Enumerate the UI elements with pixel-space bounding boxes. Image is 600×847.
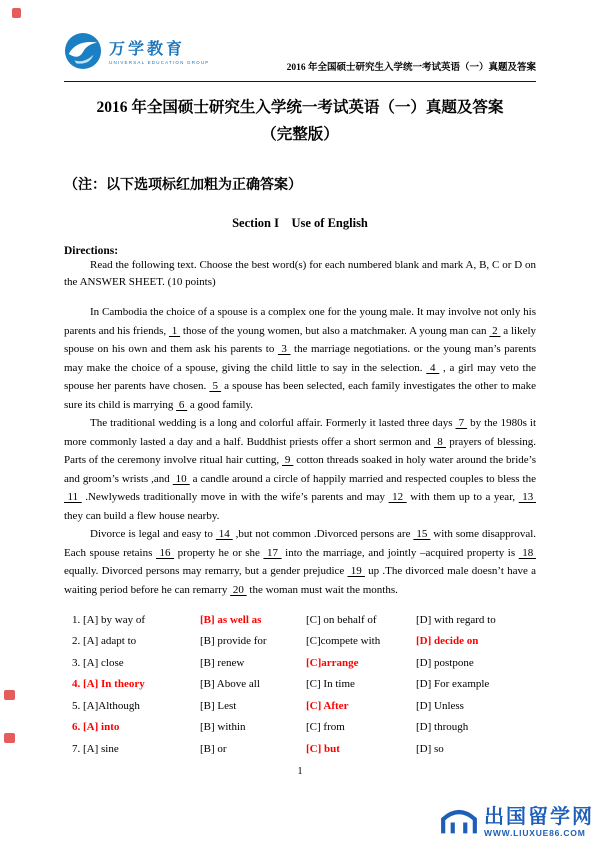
wanxue-logo-icon	[64, 32, 102, 75]
option-row-4	[72, 674, 536, 696]
option-cell: [B] Above all	[200, 678, 260, 691]
option-row-1	[72, 609, 536, 631]
passage-paragraph: Divorce is legal and easy to 14 ,but not common .Divorced persons are 15 with some disapproval. Each spouse retains 16 property he or she 17 into the marriage, and jointly –acquired property is 18 equally. Divorced persons may remarry, but a gender prejudice 19 up .The divorced male doesn’t have a waiting period before he can remarry 20 the woman must wait the months.	[64, 528, 537, 596]
page-number: 1	[297, 765, 303, 777]
option-cell: [D] Unless	[416, 699, 464, 712]
option-cell-correct-answer: [D] decide on	[416, 635, 479, 648]
wanxue-logo	[64, 32, 210, 75]
page-subtitle: （完整版）	[261, 126, 339, 143]
passage-paragraph: The traditional wedding is a long and colorful affair. Formerly it lasted three days 7 by the 1980s it more commonly lasted a day and a half. Buddhist priests offer a short sermon and 8 prayers of blessing. Parts of the ceremony involve ritual hair cutting, 9 cotton threads soaked in holy water around the bride’s and groom’s wrists ,and 10 a candle around a circle of happily married and respected couples to bless the 11 .Newlyweds traditionally move in with the wife’s parents and may 12 with them up to a year, 13 they can build a flew house nearby.	[64, 417, 537, 522]
margin-artifact-mark	[4, 690, 15, 700]
option-cell: [D] with regard to	[416, 613, 496, 626]
option-cell: [B] provide for	[200, 635, 267, 648]
option-cell: [D] through	[416, 721, 469, 734]
liuxue86-watermark-icon	[439, 803, 479, 842]
cloze-passage	[64, 303, 536, 599]
option-row-2	[72, 631, 536, 653]
option-cell: 7. [A] sine	[72, 742, 119, 755]
option-cell: 2. [A] adapt to	[72, 635, 137, 648]
option-cell: [C] In time	[306, 678, 355, 691]
margin-artifact-mark	[4, 733, 15, 743]
page-header	[64, 32, 536, 82]
directions-label: Directions:	[64, 245, 119, 257]
option-cell: 3. [A] close	[72, 656, 124, 669]
option-cell: [D] so	[416, 742, 444, 755]
options-table	[64, 609, 536, 760]
watermark-site-name: 出国留学网	[484, 806, 594, 829]
watermark-text	[484, 807, 594, 838]
option-cell: 5. [A]Although	[72, 699, 140, 712]
option-cell: 1. [A] by way of	[72, 613, 146, 626]
option-cell: [B] or	[200, 742, 227, 755]
option-row-7	[72, 738, 536, 760]
option-row-5	[72, 695, 536, 717]
option-row-3	[72, 652, 536, 674]
option-cell: [B] within	[200, 721, 246, 734]
margin-artifact-mark	[12, 8, 21, 18]
logo-caption: UNIVERSAL EDUCATION GROUP	[109, 59, 210, 65]
option-cell: [D] postpone	[416, 656, 474, 669]
option-cell-correct-answer: [C]arrange	[306, 656, 359, 669]
option-cell-correct-answer: [B] as well as	[200, 613, 262, 626]
answer-note: （注：以下选项标红加粗为正确答案）	[64, 178, 302, 193]
option-cell-correct-answer: 4. [A] In theory	[72, 678, 145, 691]
option-cell-correct-answer: 6. [A] into	[72, 721, 120, 734]
option-cell: [B] renew	[200, 656, 245, 669]
option-cell: [C]compete with	[306, 635, 381, 648]
directions-text: Read the following text. Choose the best word(s) for each numbered blank and mark A, B, C or D on the ANSWER SHEET. (10 points)	[64, 259, 536, 288]
passage-paragraph: In Cambodia the choice of a spouse is a complex one for the young male. It may involve not only his parents and his friends, 1 those of the young women, but also a matchmaker. A young man can 2 a likely spouse on his own and them ask his parents to 3 the marriage negotiations. or the young man’s parents may make the choice of a spouse, giving the child little to say in the selection. 4 , a girl may veto the spouse her parents have chosen. 5 a spouse has been selected, each family investigates the other to make sure its child is marrying 6 a good family.	[64, 306, 537, 411]
header-doc-title: 2016 年全国硕士研究生入学统一考试英语（一）真题及答案	[286, 63, 536, 73]
watermark-site-url: WWW.LIUXUE86.COM	[484, 828, 586, 839]
page-title: 2016 年全国硕士研究生入学统一考试英语（一）真题及答案	[96, 99, 504, 116]
wanxue-logo-text	[109, 41, 210, 66]
section-title: Section I Use of English	[232, 216, 368, 230]
option-cell: [D] For example	[416, 678, 490, 691]
option-cell: [C] on behalf of	[306, 613, 377, 626]
option-cell-correct-answer: [C] After	[306, 699, 349, 712]
option-row-6	[72, 717, 536, 739]
option-cell: [B] Lest	[200, 699, 237, 712]
logo-name: 万学教育	[109, 41, 186, 59]
option-cell-correct-answer: [C] but	[306, 742, 340, 755]
option-cell: [C] from	[306, 721, 345, 734]
liuxue86-watermark	[439, 803, 594, 842]
